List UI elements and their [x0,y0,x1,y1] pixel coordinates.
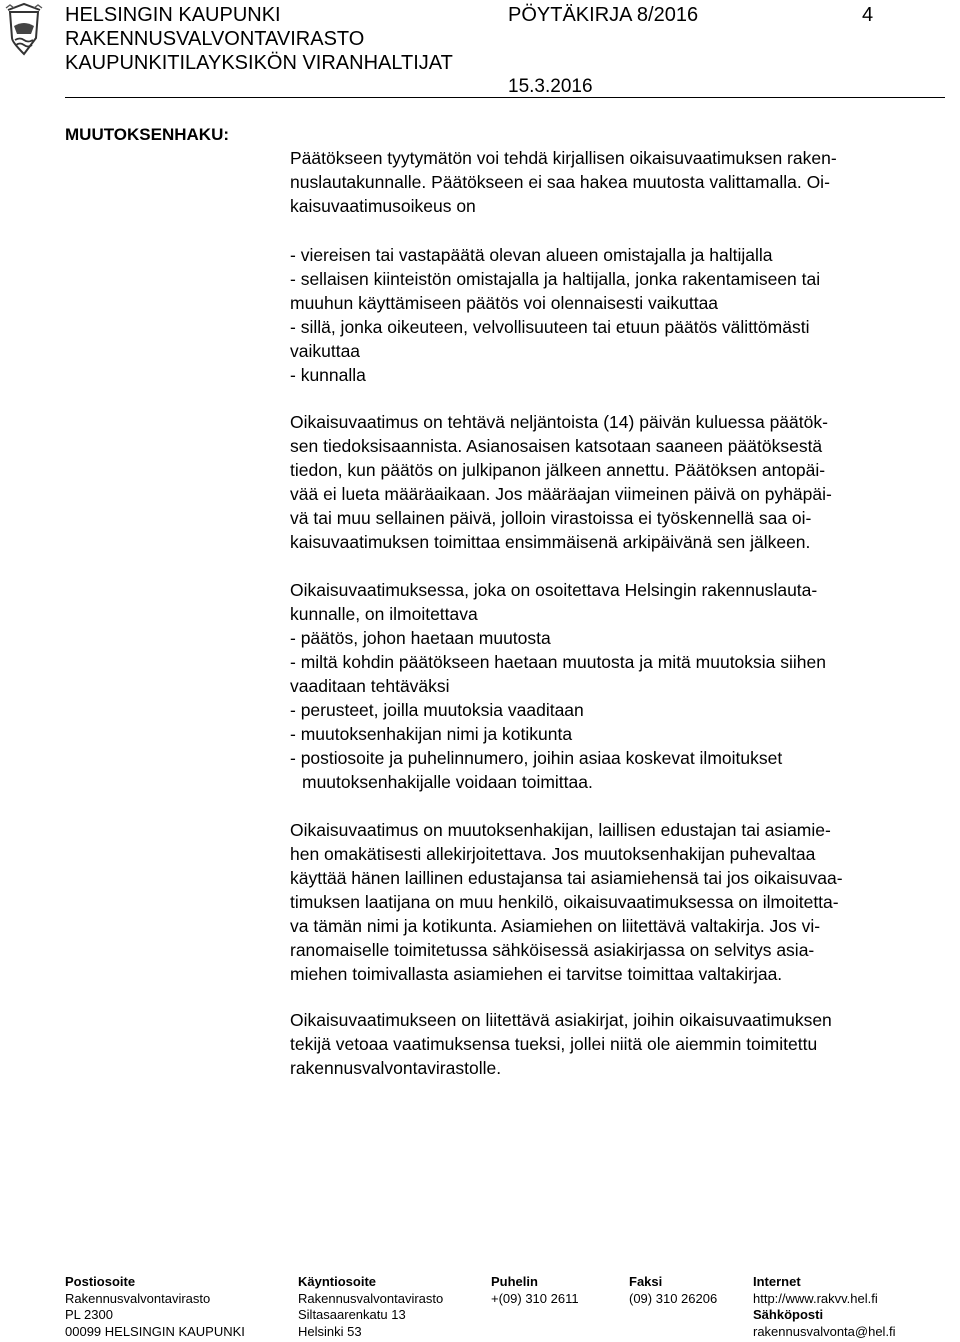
footer-heading: Käyntiosoite [298,1274,377,1289]
email-link[interactable]: rakennusvalvonta@hel.fi [753,1323,896,1339]
body-line: muuhun käyttämiseen päätös voi olennaisesti vaikuttaa [290,293,719,313]
body-line: Päätökseen tyytymätön voi tehdä kirjallisen oikaisuvaatimuksen raken- [290,148,837,168]
footer-postal-address [65,1274,245,1340]
body-line: kunnalle, on ilmoitettava [290,604,478,624]
footer-heading: Postiosoite [65,1274,136,1289]
footer-internet [753,1274,896,1340]
unit-name: KAUPUNKITILAYKSIKÖN VIRANHALTIJAT [65,52,453,74]
footer-text: (09) 310 26206 [629,1290,718,1306]
body-line: Oikaisuvaatimuksessa, joka on osoitettava Helsingin rakennuslauta- [290,580,818,600]
body-line: tiedon, kun päätös on julkipanon jälkeen annettu. Päätöksen antopäi- [290,460,826,480]
footer-text: Rakennusvalvontavirasto [65,1290,211,1306]
body-line: - kunnalla [290,365,366,385]
body-line: vää ei lueta määräaikaan. Jos määräajan viimeinen päivä on pyhäpäi- [290,484,832,504]
body-line: muutoksenhakijalle voidaan toimittaa. [302,772,593,792]
body-line: Oikaisuvaatimukseen on liitettävä asiakirjat, joihin oikaisuvaatimuksen [290,1010,832,1030]
body-line: timuksen laatijana on muu henkilö, oikaisuvaatimuksessa on ilmoitetta- [290,892,839,912]
section-label: MUUTOKSENHAKU: [65,125,230,144]
helsinki-coat-of-arms-logo [0,2,48,60]
body-line: - miltä kohdin päätökseen haetaan muutosta ja mitä muutoksia siihen [290,652,826,672]
footer-text: +(09) 310 2611 [491,1290,579,1306]
body-line: - sellaisen kiinteistön omistajalla ja haltijalla, jonka rakentamiseen tai [290,269,821,289]
footer-heading: Internet [753,1274,801,1289]
website-link[interactable]: http://www.rakvv.hel.fi [753,1290,878,1306]
footer-text: Rakennusvalvontavirasto [298,1290,444,1306]
footer-heading: Sähköposti [753,1307,824,1322]
body-line: käyttää hänen laillinen edustajansa tai asiamiehensä tai jos oikaisuvaa- [290,868,843,888]
body-line: - sillä, jonka oikeuteen, velvollisuuteen tai etuun päätös välittömästi [290,317,810,337]
body-line: vä tai muu sellainen päivä, jolloin virastoissa ei työskennellä saa oi- [290,508,812,528]
footer-heading: Faksi [629,1274,663,1289]
body-line: miehen toimivallasta asiamiehen ei tarvitse toimittaa valtakirjaa. [290,964,783,984]
body-line: Oikaisuvaatimus on tehtävä neljäntoista (14) päivän kuluessa päätök- [290,412,828,432]
header-rule [65,97,945,98]
org-name: HELSINGIN KAUPUNKI [65,4,281,26]
body-line: va tämän nimi ja kotikunta. Asiamiehen on liitettävä valtakirja. Jos vi- [290,916,821,936]
body-line: vaikuttaa [290,341,361,361]
page-number: 4 [862,4,874,26]
body-line: kaisuvaatimusoikeus on [290,196,476,216]
footer-text: PL 2300 [65,1307,113,1322]
footer-visiting-address [298,1274,443,1340]
footer-text: Helsinki 53 [298,1323,362,1339]
body-line: - päätös, johon haetaan muutosta [290,628,551,648]
body-line: nuslautakunnalle. Päätökseen ei saa hakea muutosta valittamalla. Oi- [290,172,830,192]
body-line: - muutoksenhakijan nimi ja kotikunta [290,724,573,744]
body-line: rakennusvalvontavirastolle. [290,1058,502,1078]
body-line: - viereisen tai vastapäätä olevan alueen omistajalla ja haltijalla [290,245,773,265]
body-line: Oikaisuvaatimus on muutoksenhakijan, laillisen edustajan tai asiamie- [290,820,831,840]
footer-heading: Puhelin [491,1274,538,1289]
document-date: 15.3.2016 [508,76,593,97]
footer-text: Siltasaarenkatu 13 [298,1307,406,1322]
footer-text: 00099 HELSINGIN KAUPUNKI [65,1323,245,1339]
body-line: ranomaiselle toimitetussa sähköisessä asiakirjassa on selvitys asia- [290,940,815,960]
body-line: hen omakätisesti allekirjoitettava. Jos muutoksenhakijan puhevaltaa [290,844,816,864]
body-line: sen tiedoksisaannista. Asianosaisen katsotaan saaneen päätöksestä [290,436,823,456]
footer-phone [491,1274,579,1307]
body-line: - postiosoite ja puhelinnumero, joihin asiaa koskevat ilmoitukset [290,748,783,768]
department-name: RAKENNUSVALVONTAVIRASTO [65,28,365,50]
body-line: kaisuvaatimuksen toimittaa ensimmäisenä arkipäivänä sen jälkeen. [290,532,811,552]
body-line: vaaditaan tehtäväksi [290,676,450,696]
document-type: PÖYTÄKIRJA 8/2016 [508,4,699,26]
body-line: - perusteet, joilla muutoksia vaaditaan [290,700,584,720]
body-line: tekijä vetoaa vaatimuksensa tueksi, jollei niitä ole aiemmin toimitettu [290,1034,818,1054]
footer-fax [629,1274,717,1307]
